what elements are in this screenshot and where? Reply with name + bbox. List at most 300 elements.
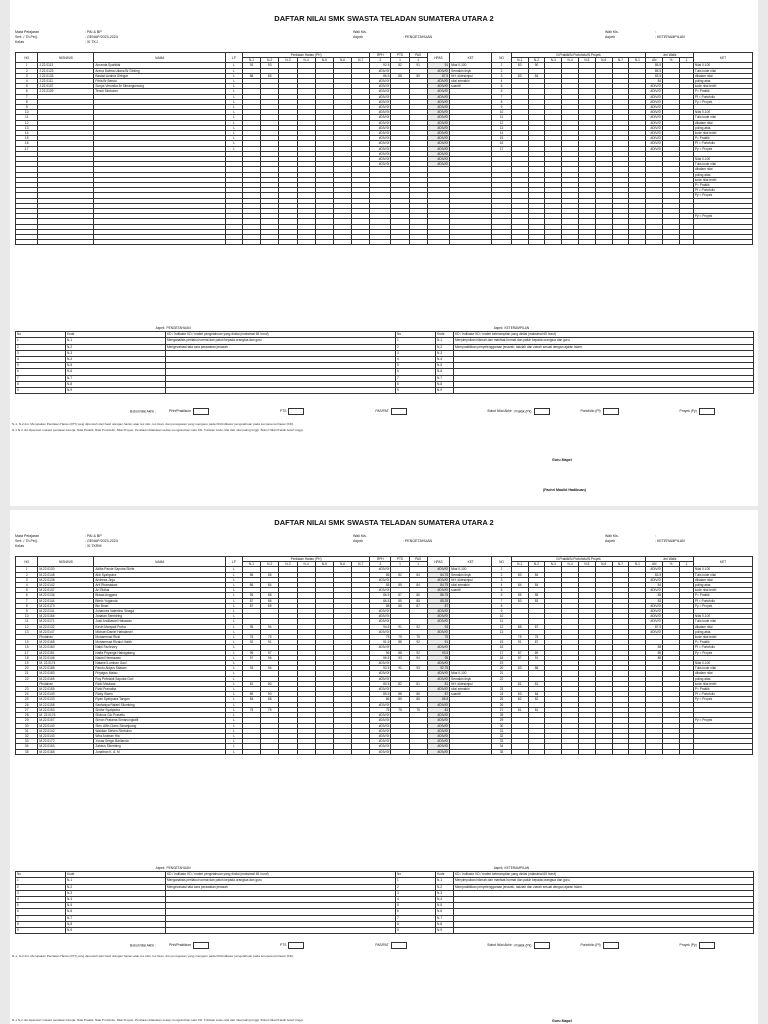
- student-no: 6: [16, 89, 38, 94]
- praktik-score: 84: [528, 692, 545, 697]
- student-lp: L: [226, 723, 243, 728]
- col-lp-header: LP: [226, 557, 243, 567]
- student-name: Ari Ridhai: [94, 588, 226, 593]
- student-no: 13: [16, 640, 38, 645]
- kd-kode-header: Kode: [66, 872, 166, 878]
- an-value: #DIV/0!: [646, 136, 663, 141]
- an-value: #DIV/0!: [646, 609, 663, 614]
- kd-kode: N-1: [66, 878, 166, 884]
- kd-no: 7: [396, 375, 436, 381]
- ket-no: 16: [492, 141, 512, 146]
- student-nisn: Pindahan: [38, 635, 94, 640]
- ph-score: 84: [261, 583, 279, 588]
- rph-value: #DIV/0!: [370, 105, 391, 110]
- student-name: Nabil Fachrizzy: [94, 645, 226, 650]
- col-nisn-header: NISN/NIS: [38, 53, 94, 63]
- student-lp: L: [226, 79, 243, 84]
- student-nisn: M.22.0147: [38, 629, 94, 634]
- student-no: 13: [16, 125, 38, 130]
- praktik-score: 91: [511, 640, 528, 645]
- praktik-score: [562, 749, 579, 754]
- ph-col-header: N-3: [279, 58, 297, 63]
- pts-value: 87: [391, 593, 409, 598]
- ph-score: 87: [242, 603, 260, 608]
- student-nisn: M.22.0163: [38, 744, 94, 749]
- student-name: Stev. Alfin Ciano Simanjuang: [94, 723, 226, 728]
- student-no: 8: [16, 603, 38, 608]
- student-nisn: M.22.0181: [38, 650, 94, 655]
- student-lp: L: [226, 115, 243, 120]
- student-no: 9: [16, 105, 38, 110]
- hpas-value: 84.75: [427, 583, 449, 588]
- hpas-value: #DIV/0!: [427, 577, 449, 582]
- student-name: Rizky Siwen: [94, 692, 226, 697]
- rph-value: #DIV/0!: [370, 89, 391, 94]
- kd-kode-header: Kode: [436, 872, 454, 878]
- rph-value: #DIV/0!: [370, 723, 391, 728]
- ket-desc: nilai semakin: [450, 79, 492, 84]
- ph-col-header: N-6: [333, 58, 351, 63]
- ph-score: 86: [242, 572, 260, 577]
- praktik-score: 83: [511, 63, 528, 68]
- kd-no: 1: [16, 338, 66, 344]
- student-lp: L: [226, 676, 243, 681]
- empty-cell: [409, 240, 427, 245]
- kd-kode: N-2: [436, 344, 454, 350]
- ket-header: KET: [450, 53, 492, 63]
- rph-value: #DIV/0!: [370, 744, 391, 749]
- kd-ket-desc: Menyimpulkan hikmah dan manfaat hormat dan patuh kepada orangtua dan guru.: [454, 338, 754, 344]
- ket-no: 3: [492, 577, 512, 582]
- hpas-value: 87: [427, 692, 449, 697]
- ket-no: 5: [492, 588, 512, 593]
- empty-cell: [279, 240, 297, 245]
- n-header: 1: [679, 58, 693, 63]
- student-no: 16: [16, 141, 38, 146]
- rph-value: #DIV/0!: [370, 79, 391, 84]
- rph-value: #DIV/0!: [370, 131, 391, 136]
- student-nisn: M.22.0168: [38, 749, 94, 754]
- rph-value: 86: [370, 572, 391, 577]
- ph-score: 90: [261, 692, 279, 697]
- student-nisn: M. 22.0174: [38, 661, 94, 666]
- pts-value: 88: [391, 73, 409, 78]
- ket-no: 9: [492, 105, 512, 110]
- praktik-weight-box[interactable]: [534, 942, 550, 949]
- sheet-meta-left: Mata Pelajaran : PAI & BP Smt. / Th.Pelj. : GENAP/2023-2024 Kelas : XI TKJ: [15, 30, 118, 44]
- kd-table: [15, 326, 754, 394]
- student-lp: L: [226, 749, 243, 754]
- an-value: 84: [646, 583, 663, 588]
- kd-no: 7: [16, 915, 66, 921]
- pts-weight-box[interactable]: [288, 942, 304, 949]
- an-value: #DIV/0!: [646, 629, 663, 634]
- rph-value: #DIV/0!: [370, 676, 391, 681]
- student-lp: L: [226, 131, 243, 136]
- student-no: 10: [16, 110, 38, 115]
- student-no: 9: [16, 609, 38, 614]
- empty-cell: [38, 240, 94, 245]
- pas-weight-box[interactable]: [391, 408, 407, 415]
- student-name: Naomi Hermawan: [94, 655, 226, 660]
- pts-weight-box[interactable]: [288, 408, 304, 415]
- student-no: 27: [16, 707, 38, 712]
- rph-value: 92.5: [370, 63, 391, 68]
- ph-score: 94: [261, 624, 279, 629]
- pas-sub-header: 1: [409, 58, 427, 63]
- kd-row: [16, 388, 754, 394]
- student-nisn: M.22.0166: [38, 614, 94, 619]
- ph-score: 75: [261, 707, 279, 712]
- student-no: 15: [16, 136, 38, 141]
- student-nisn: M.22.0140: [38, 723, 94, 728]
- ph-weight-box[interactable]: [193, 942, 209, 949]
- praktik-col-header: N-5: [578, 58, 595, 63]
- ket-desc: Semakin tinyk: [450, 572, 492, 577]
- empty-cell: [511, 240, 528, 245]
- student-lp: L: [226, 68, 243, 73]
- ket-right: poling atas.: [693, 676, 752, 681]
- ket-right: kode nilai tertiri: [693, 131, 752, 136]
- rph-value: #DIV/0!: [370, 614, 391, 619]
- student-no: 15: [16, 645, 38, 650]
- rph-value: #DIV/0!: [370, 619, 391, 624]
- empty-cell: P= Praktik: [693, 183, 752, 188]
- empty-cell: [528, 240, 545, 245]
- rph-value: 85: [370, 583, 391, 588]
- kd-kode: N-2: [436, 884, 454, 890]
- kd-peng-desc: [166, 388, 396, 394]
- ket-right: Nilai 0-100: [693, 614, 752, 619]
- student-name: Arif Rhamadani: [94, 583, 226, 588]
- student-name: Kevin Manyadi Purba: [94, 624, 226, 629]
- document-title: DAFTAR NILAI SMK SWASTA TELADAN SUMATERA UTARA 2: [274, 518, 494, 527]
- hpas-value: #DIV/0!: [427, 99, 449, 104]
- student-nisn: J.22.0109: [38, 89, 94, 94]
- ket-right: Nilai 0-100: [693, 567, 752, 572]
- student-nisn: M.22.0172: [38, 739, 94, 744]
- ket-right: P= Praktik: [693, 687, 752, 692]
- student-name: Justi Andikasari Habasian: [94, 619, 226, 624]
- kd-no: 5: [396, 363, 436, 369]
- an-value: 83.5: [646, 73, 663, 78]
- empty-cell: [297, 240, 315, 245]
- ket-desc: Nilai 0-100: [450, 567, 492, 572]
- student-nisn: M.22.0141: [38, 609, 94, 614]
- empty-cell: poling atas.: [693, 172, 752, 177]
- ket-right: Nilai 0-100: [693, 661, 752, 666]
- student-no: 13: [16, 629, 38, 634]
- ket-no: 28: [492, 713, 512, 718]
- ket-no: 31: [492, 728, 512, 733]
- rph-value: #DIV/0!: [370, 687, 391, 692]
- rph-value: #DIV/0!: [370, 115, 391, 120]
- footnote-1: N-1, N-2 dst. Merupakan Penilaian Harian (PH) yang diperoleh dari hasil ulangan harian atau tes tulis, tes lisan, dan penugasan yang mengacu pada KD/indikator pengetahuan pada kompetensi Dasar (KD).: [12, 954, 294, 958]
- student-nisn: M.22.0146: [38, 655, 94, 660]
- an-value: 83.5: [646, 572, 663, 577]
- kd-kode: N-8: [66, 381, 166, 387]
- sheet-meta-middle: Wali Kls. Aspek : PENGETAHUAN: [353, 30, 433, 39]
- student-nisn: M.22.0157: [38, 718, 94, 723]
- hpas-value: #DIV/0!: [427, 723, 449, 728]
- rph-value: #DIV/0!: [370, 718, 391, 723]
- ket-no: 33: [492, 739, 512, 744]
- grade-sheet-xi-tkrm: [10, 510, 758, 1024]
- ket-no: 2: [492, 572, 512, 577]
- empty-cell: [595, 240, 612, 245]
- teacher-name: (Fachri Maulid Hadibuan): [543, 488, 586, 492]
- rph-value: #DIV/0!: [370, 120, 391, 125]
- student-lp: L: [226, 614, 243, 619]
- pas-value: 93: [409, 666, 427, 671]
- kd-no: 4: [16, 897, 66, 903]
- student-no: 34: [16, 744, 38, 749]
- praktik-score: 84: [511, 583, 528, 588]
- ket-right: dikalam nilai: [693, 120, 752, 125]
- ph-score: 75: [242, 707, 260, 712]
- student-no: 19: [16, 661, 38, 666]
- ph-score: 88: [261, 697, 279, 702]
- hpas-value: 85.25: [427, 598, 449, 603]
- portfolio-weight-box[interactable]: [603, 942, 619, 949]
- ket2-header: KET: [693, 53, 752, 63]
- student-nisn: J.22.0113: [38, 63, 94, 68]
- kd-no: 6: [16, 909, 66, 915]
- ph-score: 93: [261, 63, 279, 68]
- hpas-value: #DIV/0!: [427, 151, 449, 156]
- grade-table: [15, 556, 753, 755]
- teacher-label: Guru Mapel: [552, 458, 572, 462]
- ph-score: [315, 749, 333, 754]
- praktik-col-header: N-7: [612, 562, 629, 567]
- rph-header: RPH: [370, 53, 391, 58]
- ket-right: Pf = Portofolio: [693, 141, 752, 146]
- student-nisn: M.22.0144: [38, 598, 94, 603]
- hpas-value: #DIV/0!: [427, 131, 449, 136]
- sheet-meta-right: Wali Kls. : Aspek : KETERAMPILAN: [605, 534, 685, 543]
- praktik-score: 83: [511, 73, 528, 78]
- praktik-score: 83: [511, 692, 528, 697]
- praktik-score: 83: [511, 572, 528, 577]
- portfolio-weight-box[interactable]: [603, 408, 619, 415]
- empty-cell: [693, 240, 752, 245]
- ket-no: 1: [492, 63, 512, 68]
- ket-right: [693, 749, 752, 754]
- student-no: 31: [16, 728, 38, 733]
- student-lp: L: [226, 744, 243, 749]
- hpas-value: #DIV/0!: [427, 728, 449, 733]
- student-no: 17: [16, 650, 38, 655]
- empty-cell: [562, 240, 579, 245]
- praktik-col-header: N-7: [612, 58, 629, 63]
- praktik-header: N.Praktik/N.Portofolio/N.Proyek: [511, 53, 646, 58]
- hpas-value: #DIV/0!: [427, 567, 449, 572]
- ket-no: 9: [492, 609, 512, 614]
- pas-value: 86: [409, 692, 427, 697]
- student-nisn: M.22.0171: [38, 619, 94, 624]
- ket-right: Pf = Portofolio: [693, 692, 752, 697]
- praktik-col-header: N-2: [528, 58, 545, 63]
- pts-value: 82: [391, 572, 409, 577]
- kd-no: 5: [16, 903, 66, 909]
- praktik-score: 81: [528, 681, 545, 686]
- kd-no: 8: [396, 921, 436, 927]
- student-nisn: M.22.0173: [38, 603, 94, 608]
- student-lp: L: [226, 583, 243, 588]
- student-name: Jonatan Sembiring: [94, 614, 226, 619]
- rph-value: #DIV/0!: [370, 661, 391, 666]
- ket-no: 13: [492, 125, 512, 130]
- pts-value: 85: [391, 598, 409, 603]
- pas-value: 92: [409, 640, 427, 645]
- student-name: Naffa Priyanga Habagatang: [94, 650, 226, 655]
- student-no: 1: [16, 63, 38, 68]
- peng-title: PENGETAHUAN: [166, 866, 191, 870]
- rph-value: 96: [370, 650, 391, 655]
- ket-no: 30: [492, 723, 512, 728]
- kd-no: 4: [396, 897, 436, 903]
- praktik-weight-box[interactable]: [534, 408, 550, 415]
- ket-right: Pf = Portofolio: [693, 598, 752, 603]
- proyek-weight-box[interactable]: [699, 942, 715, 949]
- pas-header: PAS: [409, 557, 427, 562]
- ph-weight-box[interactable]: [193, 408, 209, 415]
- student-name: Tenoli Simbolon: [94, 89, 226, 94]
- kd-no: 1: [396, 338, 436, 344]
- praktik-score: 87: [528, 624, 545, 629]
- an-header: AN: [646, 562, 663, 567]
- ket-no: 8: [492, 603, 512, 608]
- ket-no: 35: [492, 749, 512, 754]
- kd-no: 8: [396, 381, 436, 387]
- rph-value: 80.5: [370, 681, 391, 686]
- ket-right: dikalam nilai: [693, 577, 752, 582]
- student-name: Sonya Veronika Br Simangunsong: [94, 84, 226, 89]
- student-no: 26: [16, 702, 38, 707]
- rph-value: #DIV/0!: [370, 629, 391, 634]
- ket-no: 17: [492, 650, 512, 655]
- ket-no: 1: [492, 567, 512, 572]
- an-value: #DIV/0!: [646, 567, 663, 572]
- an-value: 84: [646, 79, 663, 84]
- student-lp: L: [226, 666, 243, 671]
- student-nisn: M.22.0155: [38, 687, 94, 692]
- student-name: Santaniya Rafael Silombing: [94, 702, 226, 707]
- student-nisn: M.22.0148: [38, 572, 94, 577]
- pas-value: 91: [409, 63, 427, 68]
- an-value: #DIV/0!: [646, 120, 663, 125]
- student-name: Bastari Azahra Siringar: [94, 73, 226, 78]
- rph-value: #DIV/0!: [370, 609, 391, 614]
- an-value: #DIV/0!: [646, 619, 663, 624]
- student-name: Simon Pratama Simanungkalit: [94, 718, 226, 723]
- student-nisn: J.22.0123: [38, 68, 94, 73]
- student-no: 32: [16, 733, 38, 738]
- pas-value: 81: [409, 681, 427, 686]
- pas-value: 84: [409, 583, 427, 588]
- student-nisn: M.22.0158: [38, 702, 94, 707]
- student-lp: L: [226, 687, 243, 692]
- praktik-col-header: N-6: [595, 58, 612, 63]
- pas-value: 87: [409, 603, 427, 608]
- student-lp: L: [226, 84, 243, 89]
- rph-value: #DIV/0!: [370, 749, 391, 754]
- hpas-value: #DIV/0!: [427, 749, 449, 754]
- ket-no: 11: [492, 619, 512, 624]
- kd-kode: N-6: [436, 909, 454, 915]
- rph-value: #DIV/0!: [370, 671, 391, 676]
- kd-no: 4: [396, 357, 436, 363]
- ket-desc: nilai semakin: [450, 583, 492, 588]
- hpas-value: #DIV/0!: [427, 733, 449, 738]
- col-nama-header: NAMA: [94, 557, 226, 567]
- praktik-score: 84: [528, 583, 545, 588]
- document-title: DAFTAR NILAI SMK SWASTA TELADAN SUMATERA UTARA 2: [274, 14, 494, 23]
- rph-value: #DIV/0!: [370, 702, 391, 707]
- ket-no: 15: [492, 640, 512, 645]
- ph-score: 88: [242, 73, 260, 78]
- praktik-score: [578, 749, 595, 754]
- hpas-value: 91: [427, 640, 449, 645]
- student-no: 11: [16, 619, 38, 624]
- pts-value: 91: [391, 624, 409, 629]
- student-no: 5: [16, 588, 38, 593]
- ph-col-header: N-5: [315, 58, 333, 63]
- proyek-weight-box[interactable]: [699, 408, 715, 415]
- ket-no: 7: [492, 94, 512, 99]
- ket-title: KETERAMPILAN: [504, 866, 530, 870]
- ket-right: Tulis kode nilai: [693, 666, 752, 671]
- ket-no: 24: [492, 692, 512, 697]
- student-name: Natanel Lumban Gaol: [94, 661, 226, 666]
- ph-score: [261, 749, 279, 754]
- kd-kode: N-7: [66, 915, 166, 921]
- hpas-value: #DIV/0!: [427, 84, 449, 89]
- rph-value: 75: [370, 635, 391, 640]
- kd-ket-desc: [454, 928, 754, 934]
- student-lp: L: [226, 681, 243, 686]
- pas-weight-box[interactable]: [391, 942, 407, 949]
- hpas-value: 91: [427, 63, 449, 68]
- ket-desc: suantif: [450, 588, 492, 593]
- ket-desc: NH, dideskripsi: [450, 681, 492, 686]
- ket-right: dikalam nilai: [693, 624, 752, 629]
- pts-sub-header: 1: [391, 562, 409, 567]
- rph-value: #DIV/0!: [370, 125, 391, 130]
- col-nisn-header: NISN/NIS: [38, 557, 94, 567]
- student-lp: L: [226, 125, 243, 130]
- ket-right: P= Praktik: [693, 593, 752, 598]
- student-nisn: M.22.0143: [38, 733, 94, 738]
- an-value: #DIV/0!: [646, 614, 663, 619]
- empty-cell: [315, 240, 333, 245]
- ph-col-header: N-1: [242, 58, 260, 63]
- praktik-score: 83: [511, 598, 528, 603]
- ket-no: 12: [492, 120, 512, 125]
- praktik-score: 82: [528, 697, 545, 702]
- an-value: 89: [646, 650, 663, 655]
- student-no: 25: [16, 697, 38, 702]
- empty-cell: [94, 240, 226, 245]
- kd-kode: N-1: [436, 878, 454, 884]
- ph-score: 91: [261, 640, 279, 645]
- student-name: Muhammad Rizki: [94, 635, 226, 640]
- kd-ket-header: KD / Indikator KD / materi keterampilan yang dinilai (maksimal 65 huruf): [454, 332, 754, 338]
- rph-value: 89.5: [370, 692, 391, 697]
- hpas-value: #DIV/0!: [427, 110, 449, 115]
- praktik-score: 81: [511, 681, 528, 686]
- hpas-value: #DIV/0!: [427, 588, 449, 593]
